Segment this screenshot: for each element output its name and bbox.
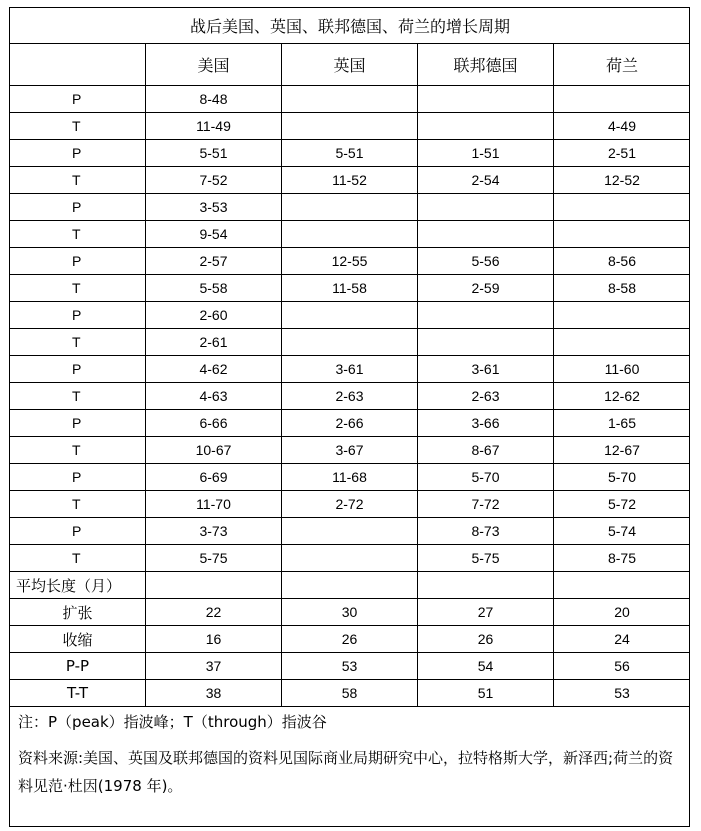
table-cell: 5-56 — [418, 248, 554, 275]
table-cell: 2-54 — [418, 167, 554, 194]
table-cell — [282, 518, 418, 545]
table-cell — [554, 572, 691, 599]
table-cell: 2-51 — [554, 140, 691, 167]
table-row — [10, 545, 691, 572]
row-label: T — [10, 383, 146, 410]
table-cell: 6-69 — [146, 464, 282, 491]
table-row — [10, 518, 691, 545]
table-cell: 1-65 — [554, 410, 691, 437]
table-cell — [418, 86, 554, 113]
header-cell: 联邦德国 — [418, 44, 554, 86]
row-label: P — [10, 410, 146, 437]
table-cell: 2-63 — [418, 383, 554, 410]
table-cell: 3-61 — [282, 356, 418, 383]
average-label-row — [10, 572, 691, 599]
table-cell: 4-49 — [554, 113, 691, 140]
summary-row — [10, 680, 691, 707]
table-cell: 2-61 — [146, 329, 282, 356]
table-row — [10, 491, 691, 518]
table-cell: 2-60 — [146, 302, 282, 329]
header-cell: 英国 — [282, 44, 418, 86]
row-label: T — [10, 113, 146, 140]
table-cell: 12-67 — [554, 437, 691, 464]
table-cell — [282, 113, 418, 140]
table-cell — [418, 221, 554, 248]
summary-row — [10, 599, 691, 626]
row-label: T — [10, 329, 146, 356]
table-cell — [418, 329, 554, 356]
table-cell: 5-74 — [554, 518, 691, 545]
table-cell: 6-66 — [146, 410, 282, 437]
table-cell — [418, 194, 554, 221]
table-cell: 5-51 — [146, 140, 282, 167]
header-cell — [10, 44, 146, 86]
row-label: P — [10, 302, 146, 329]
table-row — [10, 464, 691, 491]
average-label: 平均长度（月） — [10, 572, 146, 599]
row-label: P — [10, 464, 146, 491]
table-cell: 26 — [282, 626, 418, 653]
table-cell — [418, 113, 554, 140]
table-cell: 2-63 — [282, 383, 418, 410]
table-cell: 12-62 — [554, 383, 691, 410]
table-cell: 54 — [418, 653, 554, 680]
table-row — [10, 140, 691, 167]
table-cell — [146, 572, 282, 599]
table-title: 战后美国、英国、联邦德国、荷兰的增长周期 — [10, 8, 691, 44]
table-cell: 3-73 — [146, 518, 282, 545]
table-row — [10, 383, 691, 410]
row-label: T — [10, 491, 146, 518]
table-cell: 5-75 — [146, 545, 282, 572]
table-cell: 1-51 — [418, 140, 554, 167]
summary-row — [10, 653, 691, 680]
table-cell: 26 — [418, 626, 554, 653]
header-cell: 荷兰 — [554, 44, 691, 86]
table-cell: 3-61 — [418, 356, 554, 383]
table-cell: 51 — [418, 680, 554, 707]
table-cell: 2-59 — [418, 275, 554, 302]
table-row — [10, 248, 691, 275]
table-cell: 11-68 — [282, 464, 418, 491]
table-cell — [554, 221, 691, 248]
table-cell — [554, 302, 691, 329]
row-label: P — [10, 248, 146, 275]
table-cell: 8-56 — [554, 248, 691, 275]
row-label: T — [10, 437, 146, 464]
table-cell: 5-58 — [146, 275, 282, 302]
table-cell: 37 — [146, 653, 282, 680]
table-cell: 8-67 — [418, 437, 554, 464]
growth-cycle-table — [9, 7, 690, 707]
table-cell: 11-58 — [282, 275, 418, 302]
table-cell: 10-67 — [146, 437, 282, 464]
table-cell: 56 — [554, 653, 691, 680]
table-row — [10, 437, 691, 464]
table-cell: 7-52 — [146, 167, 282, 194]
table-cell: 12-55 — [282, 248, 418, 275]
table-cell: 8-48 — [146, 86, 282, 113]
table-cell: 16 — [146, 626, 282, 653]
row-label: T — [10, 221, 146, 248]
table-cell — [554, 329, 691, 356]
table-cell: 3-67 — [282, 437, 418, 464]
header-row — [10, 44, 691, 86]
table-row — [10, 410, 691, 437]
table-row — [10, 194, 691, 221]
row-label: T — [10, 275, 146, 302]
table-cell — [282, 545, 418, 572]
title-row — [10, 8, 691, 44]
row-label: P-P — [10, 653, 146, 680]
table-cell: 53 — [282, 653, 418, 680]
table-cell: 4-63 — [146, 383, 282, 410]
table-cell: 5-75 — [418, 545, 554, 572]
row-label: 扩张 — [10, 599, 146, 626]
table-cell: 38 — [146, 680, 282, 707]
table-row — [10, 302, 691, 329]
row-label: 收缩 — [10, 626, 146, 653]
row-label: P — [10, 194, 146, 221]
table-cell — [418, 302, 554, 329]
table-frame — [9, 7, 690, 827]
table-cell — [554, 86, 691, 113]
table-cell: 2-57 — [146, 248, 282, 275]
table-cell: 27 — [418, 599, 554, 626]
table-row — [10, 113, 691, 140]
table-cell — [282, 221, 418, 248]
row-label: T — [10, 167, 146, 194]
table-cell — [282, 194, 418, 221]
table-cell — [282, 572, 418, 599]
table-cell: 11-52 — [282, 167, 418, 194]
table-row — [10, 167, 691, 194]
note-text: 注：P（peak）指波峰；T（through）指波谷 — [18, 713, 327, 731]
row-label: P — [10, 356, 146, 383]
table-cell: 11-60 — [554, 356, 691, 383]
table-cell — [282, 302, 418, 329]
table-cell: 2-72 — [282, 491, 418, 518]
table-cell — [282, 86, 418, 113]
table-cell: 7-72 — [418, 491, 554, 518]
table-row — [10, 329, 691, 356]
table-cell: 24 — [554, 626, 691, 653]
source-text: 资料来源:美国、英国及联邦德国的资料见国际商业局期研究中心，拉特格斯大学，新泽西;荷兰的资料见范·杜因(1978 年)。 — [18, 749, 674, 795]
table-cell: 8-73 — [418, 518, 554, 545]
row-label: P — [10, 518, 146, 545]
row-label: P — [10, 86, 146, 113]
table-cell: 20 — [554, 599, 691, 626]
table-cell — [554, 194, 691, 221]
table-cell: 3-53 — [146, 194, 282, 221]
table-cell: 4-62 — [146, 356, 282, 383]
table-cell: 3-66 — [418, 410, 554, 437]
notes-section — [10, 708, 689, 800]
table-cell — [282, 329, 418, 356]
row-label: P — [10, 140, 146, 167]
row-label: T-T — [10, 680, 146, 707]
table-cell: 11-49 — [146, 113, 282, 140]
table-cell: 2-66 — [282, 410, 418, 437]
table-cell: 5-70 — [554, 464, 691, 491]
table-cell: 8-58 — [554, 275, 691, 302]
table-cell: 8-75 — [554, 545, 691, 572]
table-cell: 30 — [282, 599, 418, 626]
table-row — [10, 275, 691, 302]
table-row — [10, 86, 691, 113]
summary-row — [10, 626, 691, 653]
table-cell: 11-70 — [146, 491, 282, 518]
table-cell: 9-54 — [146, 221, 282, 248]
table-cell: 53 — [554, 680, 691, 707]
table-cell: 5-51 — [282, 140, 418, 167]
table-cell: 12-52 — [554, 167, 691, 194]
table-row — [10, 356, 691, 383]
table-cell — [418, 572, 554, 599]
row-label: T — [10, 545, 146, 572]
table-cell: 5-72 — [554, 491, 691, 518]
table-cell: 22 — [146, 599, 282, 626]
header-cell: 美国 — [146, 44, 282, 86]
table-cell: 58 — [282, 680, 418, 707]
table-row — [10, 221, 691, 248]
table-cell: 5-70 — [418, 464, 554, 491]
